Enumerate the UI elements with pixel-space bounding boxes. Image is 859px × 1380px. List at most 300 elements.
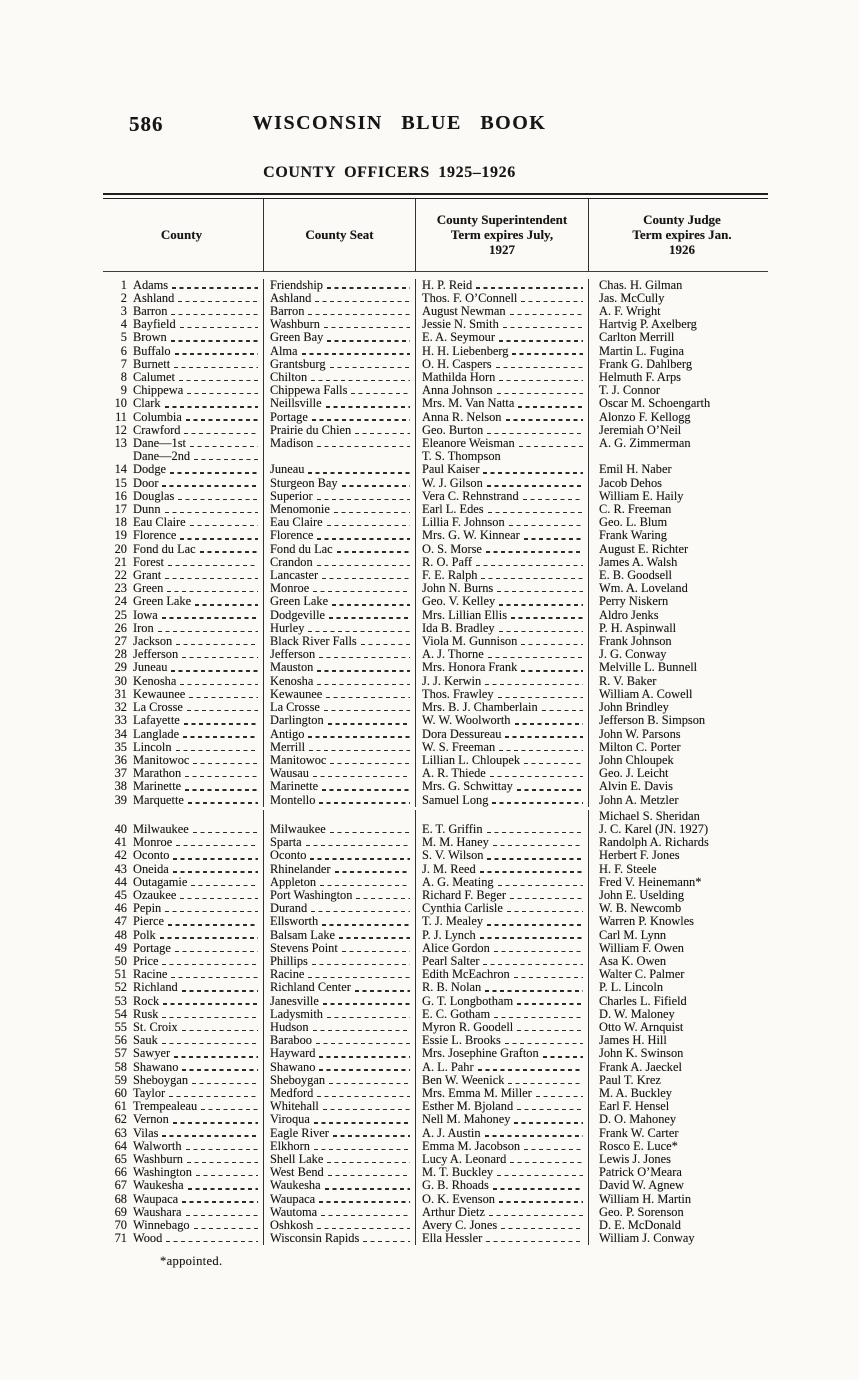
judge-cell-text: John E. Uselding	[599, 888, 685, 902]
superintendent-cell	[415, 1219, 588, 1232]
dash-leader	[187, 393, 258, 394]
county-seat-cell-text: Richland Center	[270, 981, 351, 995]
row-number: 70	[114, 1219, 127, 1233]
county-cell-text: Marinette	[133, 780, 182, 794]
county-seat-cell-text: Portage	[270, 410, 308, 424]
superintendent-cell	[415, 754, 588, 767]
county-cell-text: Jefferson	[133, 648, 179, 662]
dash-leader	[480, 937, 583, 938]
dash-leader	[317, 1228, 410, 1229]
judge-cell-text: Herbert F. Jones	[599, 849, 680, 863]
county-seat-cell	[263, 1140, 415, 1153]
county-cell	[103, 358, 263, 371]
county-cell-text: Racine	[133, 968, 168, 982]
row-number: 55	[114, 1020, 127, 1034]
county-seat-cell	[263, 701, 415, 714]
county-seat-cell-text: Superior	[270, 489, 313, 503]
judge-cell-text: William J. Conway	[599, 1232, 695, 1246]
superintendent-cell-text: Samuel Long	[422, 793, 489, 807]
dash-leader	[162, 485, 258, 486]
county-cell-text: Dunn	[133, 503, 161, 517]
dash-leader	[335, 871, 410, 872]
superintendent-cell	[415, 1166, 588, 1179]
superintendent-cell-text: Ida B. Bradley	[422, 621, 495, 635]
dash-leader	[182, 1069, 258, 1070]
judge-cell-text: Patrick O’Meara	[599, 1166, 682, 1180]
superintendent-cell	[415, 1127, 588, 1140]
superintendent-cell	[415, 1206, 588, 1219]
county-cell	[103, 529, 263, 542]
superintendent-cell-text: E. T. Griffin	[422, 822, 483, 836]
judge-cell-text: James A. Walsh	[599, 555, 678, 569]
county-cell	[103, 1047, 263, 1060]
table-row	[103, 424, 768, 437]
superintendent-cell	[415, 1074, 588, 1087]
county-cell	[103, 780, 263, 793]
superintendent-cell	[415, 437, 588, 450]
superintendent-cell-text: M. M. Haney	[422, 836, 489, 850]
table-row	[103, 450, 768, 463]
county-cell	[103, 595, 263, 608]
superintendent-cell	[415, 305, 588, 318]
county-cell	[103, 741, 263, 754]
dash-leader	[184, 433, 258, 434]
row-number: 54	[114, 1007, 127, 1021]
judge-cell	[588, 701, 768, 714]
superintendent-cell	[415, 701, 588, 714]
county-cell	[103, 648, 263, 661]
row-number: 22	[114, 569, 127, 583]
county-cell	[103, 635, 263, 648]
judge-cell-text: Martin L. Fugina	[599, 344, 685, 358]
judge-cell-text: Melville L. Bunnell	[599, 661, 698, 675]
judge-cell	[588, 849, 768, 862]
table-row	[103, 780, 768, 793]
row-number: 45	[114, 888, 127, 902]
dash-leader	[499, 1201, 583, 1202]
row-number: 14	[114, 463, 127, 477]
judge-cell	[588, 1087, 768, 1100]
dash-leader	[509, 525, 583, 526]
judge-cell-text: John Chloupek	[599, 753, 674, 767]
county-cell	[103, 688, 263, 701]
book-title: WISCONSIN BLUE BOOK	[252, 112, 547, 134]
county-cell-text: Iowa	[133, 608, 158, 622]
dash-leader	[313, 776, 410, 777]
county-cell-text: Sheboygan	[133, 1073, 189, 1087]
dash-leader	[327, 340, 410, 341]
county-seat-cell-text: Waukesha	[270, 1179, 321, 1193]
dash-leader	[187, 1162, 258, 1163]
table-row	[103, 1113, 768, 1126]
county-seat-cell-text: Ladysmith	[270, 1007, 323, 1021]
county-seat-cell-text: Elkhorn	[270, 1139, 310, 1153]
county-cell-text: Eau Claire	[133, 516, 186, 530]
dash-leader	[317, 684, 410, 685]
table-row	[103, 490, 768, 503]
county-cell	[103, 876, 263, 889]
dash-leader	[487, 433, 583, 434]
judge-cell-text: Jefferson B. Simpson	[599, 714, 706, 728]
dash-leader	[510, 1162, 583, 1163]
judge-cell	[588, 863, 768, 876]
county-seat-cell-text: Rhinelander	[270, 862, 331, 876]
judge-cell	[588, 902, 768, 915]
superintendent-cell	[415, 876, 588, 889]
row-number: 18	[114, 516, 127, 530]
row-number: 11	[115, 410, 127, 424]
superintendent-cell-text: Paul Kaiser	[422, 463, 480, 477]
county-seat-cell-text: Baraboo	[270, 1034, 312, 1048]
superintendent-cell	[415, 1061, 588, 1074]
county-seat-cell	[263, 345, 415, 358]
county-seat-cell	[263, 529, 415, 542]
county-seat-cell-text: Florence	[270, 529, 314, 543]
table-row	[103, 701, 768, 714]
superintendent-cell	[415, 1193, 588, 1206]
county-seat-cell-text: Sparta	[270, 836, 302, 850]
row-number: 26	[114, 621, 127, 635]
county-seat-cell-text: Eau Claire	[270, 516, 323, 530]
county-seat-cell-text: Grantsburg	[270, 357, 326, 371]
dash-leader	[512, 353, 583, 354]
judge-cell	[588, 477, 768, 490]
table-row	[103, 794, 768, 807]
dash-leader	[328, 723, 410, 724]
superintendent-cell-text: Mrs. M. Van Natta	[422, 397, 515, 411]
county-cell-text: Clark	[133, 397, 161, 411]
county-cell-text: Richland	[133, 981, 178, 995]
dash-leader	[494, 1017, 583, 1018]
superintendent-cell-text: A. J. Austin	[422, 1126, 481, 1140]
table-row	[103, 968, 768, 981]
table-row	[103, 543, 768, 556]
dash-leader	[320, 885, 410, 886]
judge-cell	[588, 490, 768, 503]
judge-cell-text: Helmuth F. Arps	[599, 371, 681, 385]
superintendent-cell-text: W. S. Freeman	[422, 740, 496, 754]
dash-leader	[501, 1228, 583, 1229]
row-number: 51	[114, 968, 127, 982]
county-cell	[103, 942, 263, 955]
county-seat-cell	[263, 450, 415, 463]
county-cell-text: Florence	[133, 529, 177, 543]
table-body	[103, 272, 768, 1246]
column-header: County	[160, 227, 203, 243]
dash-leader	[165, 406, 258, 407]
superintendent-cell	[415, 1179, 588, 1192]
county-cell-text: Polk	[133, 928, 156, 942]
dash-leader	[480, 871, 583, 872]
county-cell	[103, 450, 263, 463]
superintendent-cell	[415, 741, 588, 754]
dash-leader	[481, 578, 583, 579]
dash-leader	[172, 287, 258, 288]
county-seat-cell-text: Madison	[270, 437, 314, 451]
dash-leader	[180, 538, 258, 539]
dash-leader	[499, 340, 583, 341]
county-cell-text: Marquette	[133, 793, 184, 807]
table-header-row	[103, 199, 768, 272]
row-number: 39	[114, 793, 127, 807]
county-seat-cell-text: Wisconsin Rapids	[270, 1232, 360, 1246]
county-seat-cell-text: Green Lake	[270, 595, 329, 609]
row-number: 71	[114, 1232, 127, 1246]
county-seat-cell-text: Sturgeon Bay	[270, 476, 338, 490]
judge-cell	[588, 516, 768, 529]
county-cell	[103, 968, 263, 981]
superintendent-cell-text: Mrs. G. W. Kinnear	[422, 529, 520, 543]
row-number: 43	[114, 862, 127, 876]
dash-leader	[324, 327, 410, 328]
county-cell-text: Lincoln	[133, 740, 172, 754]
judge-cell	[588, 955, 768, 968]
dash-leader	[317, 565, 410, 566]
dash-leader	[314, 1122, 410, 1123]
dash-leader	[162, 1135, 258, 1136]
table-row	[103, 1021, 768, 1034]
county-cell-text: Walworth	[133, 1139, 182, 1153]
superintendent-cell	[415, 543, 588, 556]
superintendent-cell-text: O. S. Morse	[422, 542, 482, 556]
judge-cell	[588, 331, 768, 344]
table-row	[103, 477, 768, 490]
county-cell	[103, 1193, 263, 1206]
judge-cell-text: Alvin E. Davis	[599, 780, 673, 794]
county-cell-text: Brown	[133, 331, 167, 345]
county-seat-cell	[263, 292, 415, 305]
dash-leader	[499, 604, 583, 605]
dash-leader	[536, 1096, 583, 1097]
county-cell	[103, 477, 263, 490]
dash-leader	[186, 1149, 258, 1150]
dash-leader	[174, 1056, 258, 1057]
table-row	[103, 849, 768, 862]
county-seat-cell	[263, 437, 415, 450]
superintendent-cell	[415, 968, 588, 981]
judge-cell	[588, 371, 768, 384]
superintendent-cell	[415, 450, 588, 463]
dash-leader	[499, 380, 583, 381]
dash-leader	[179, 380, 258, 381]
judge-cell	[588, 1179, 768, 1192]
county-cell-text: Juneau	[133, 661, 168, 675]
judge-cell-text: A. F. Wright	[599, 305, 661, 318]
superintendent-cell-text: S. V. Wilson	[422, 849, 484, 863]
row-number: 50	[114, 954, 127, 968]
county-cell	[103, 915, 263, 928]
county-seat-cell-text: Manitowoc	[270, 753, 327, 767]
dash-leader	[176, 750, 258, 751]
county-cell	[103, 516, 263, 529]
county-seat-cell	[263, 609, 415, 622]
dash-leader	[178, 301, 258, 302]
county-cell	[103, 503, 263, 516]
table-row	[103, 1206, 768, 1219]
county-cell-text: Wood	[133, 1232, 163, 1246]
table-row	[103, 622, 768, 635]
judge-cell	[588, 463, 768, 476]
county-cell	[103, 622, 263, 635]
row-number: 20	[114, 542, 127, 556]
judge-cell	[588, 609, 768, 622]
table-row	[103, 1008, 768, 1021]
row-number: 29	[114, 661, 127, 675]
table-row	[103, 981, 768, 994]
dash-leader	[342, 485, 410, 486]
superintendent-cell	[415, 714, 588, 727]
dash-leader	[165, 578, 258, 579]
dash-leader	[165, 911, 258, 912]
superintendent-cell	[415, 318, 588, 331]
county-seat-cell-text: Barron	[270, 305, 305, 318]
dash-leader	[497, 1175, 583, 1176]
county-seat-cell	[263, 424, 415, 437]
table-row	[103, 1100, 768, 1113]
superintendent-cell	[415, 1047, 588, 1060]
dash-leader	[514, 977, 583, 978]
dash-leader	[476, 565, 583, 566]
superintendent-cell	[415, 995, 588, 1008]
county-seat-cell	[263, 543, 415, 556]
judge-cell	[588, 794, 768, 807]
judge-cell	[588, 569, 768, 582]
county-cell	[103, 437, 263, 450]
superintendent-cell-text: Myron R. Goodell	[422, 1020, 514, 1034]
judge-cell-text: Earl F. Hensel	[599, 1100, 670, 1114]
dash-leader	[488, 657, 583, 658]
judge-cell	[588, 397, 768, 410]
dash-leader	[178, 499, 258, 500]
judge-cell-text: Frank A. Jaeckel	[599, 1060, 682, 1074]
judge-cell	[588, 305, 768, 318]
judge-cell	[588, 754, 768, 767]
dash-leader	[186, 1215, 258, 1216]
superintendent-cell	[415, 863, 588, 876]
county-cell-text: Buffalo	[133, 344, 171, 358]
county-cell	[103, 384, 263, 397]
row-number: 8	[120, 371, 127, 385]
judge-cell-text: Jeremiah O’Neil	[599, 423, 682, 437]
superintendent-cell-text: Earl L. Edes	[422, 503, 484, 517]
dash-leader	[486, 1241, 583, 1242]
judge-cell-text: M. A. Buckley	[599, 1086, 672, 1100]
superintendent-cell-text: Esther M. Bjoland	[422, 1100, 514, 1114]
county-cell-text: Kewaunee	[133, 687, 186, 701]
county-seat-cell-text: Black River Falls	[270, 635, 357, 649]
table-row	[103, 741, 768, 754]
county-seat-cell-text: Marinette	[270, 780, 319, 794]
county-seat-cell-text: Friendship	[270, 278, 324, 292]
dash-leader	[521, 670, 583, 671]
judge-cell	[588, 318, 768, 331]
superintendent-cell-text: J. M. Reed	[422, 862, 476, 876]
judge-cell	[588, 675, 768, 688]
county-seat-cell	[263, 1232, 415, 1245]
dash-leader	[163, 1003, 258, 1004]
judge-cell	[588, 543, 768, 556]
county-seat-cell-text: Medford	[270, 1086, 314, 1100]
judge-cell-text: Milton C. Porter	[599, 740, 681, 754]
county-cell	[103, 609, 263, 622]
row-number: 9	[120, 384, 127, 398]
county-seat-cell	[263, 1113, 415, 1126]
table-row	[103, 1140, 768, 1153]
county-cell-text: La Crosse	[133, 701, 183, 715]
county-cell	[103, 424, 263, 437]
county-cell	[103, 995, 263, 1008]
judge-cell-text: Hartvig P. Axelberg	[599, 318, 697, 332]
row-number: 48	[114, 928, 127, 942]
dash-leader	[170, 472, 258, 473]
row-number: 42	[114, 849, 127, 863]
dash-leader	[330, 832, 410, 833]
table-row	[103, 714, 768, 727]
table-row	[103, 1179, 768, 1192]
judge-cell-text: John A. Metzler	[599, 793, 679, 807]
dash-leader	[180, 684, 258, 685]
dash-leader	[182, 1030, 258, 1031]
table-row	[103, 384, 768, 397]
table-row	[103, 1127, 768, 1140]
dash-leader	[524, 1149, 583, 1150]
superintendent-cell	[415, 411, 588, 424]
superintendent-cell-text: Anna Johnson	[422, 384, 493, 398]
dash-leader	[169, 1096, 258, 1097]
county-cell	[103, 1127, 263, 1140]
dash-leader	[327, 1162, 410, 1163]
dash-leader	[180, 327, 258, 328]
table-row	[103, 292, 768, 305]
county-seat-cell	[263, 635, 415, 648]
superintendent-cell-text: H. H. Liebenberg	[422, 344, 509, 358]
row-number: 17	[114, 503, 127, 517]
table-row	[103, 754, 768, 767]
table-row	[103, 836, 768, 849]
judge-cell-text: William H. Martin	[599, 1192, 692, 1206]
county-seat-cell-text: Green Bay	[270, 331, 324, 345]
county-cell	[103, 1021, 263, 1034]
county-cell	[103, 397, 263, 410]
county-cell	[103, 836, 263, 849]
county-seat-cell	[263, 1008, 415, 1021]
judge-cell-text: August E. Richter	[599, 542, 689, 556]
dash-leader	[524, 763, 583, 764]
county-seat-cell-text: Milwaukee	[270, 822, 326, 836]
dash-leader	[175, 353, 258, 354]
dash-leader	[327, 287, 410, 288]
dash-leader	[173, 871, 258, 872]
county-seat-cell-text: Racine	[270, 968, 305, 982]
judge-cell-text: Chas. H. Gilman	[599, 278, 683, 292]
county-seat-cell-text: Darlington	[270, 714, 324, 728]
superintendent-cell	[415, 1021, 588, 1034]
dash-leader	[302, 353, 410, 354]
superintendent-cell-text: A. L. Pahr	[422, 1060, 474, 1074]
county-seat-cell	[263, 1047, 415, 1060]
county-seat-cell-text: Viroqua	[270, 1113, 310, 1127]
superintendent-cell-text: Alice Gordon	[422, 941, 490, 955]
superintendent-cell-text: Lillian L. Chloupek	[422, 753, 521, 767]
judge-cell	[588, 1034, 768, 1047]
dash-leader	[171, 977, 258, 978]
superintendent-cell-text: R. B. Nolan	[422, 981, 482, 995]
judge-cell	[588, 1074, 768, 1087]
row-number: 44	[114, 875, 127, 889]
dash-leader	[311, 911, 410, 912]
superintendent-cell	[415, 292, 588, 305]
county-seat-cell	[263, 490, 415, 503]
